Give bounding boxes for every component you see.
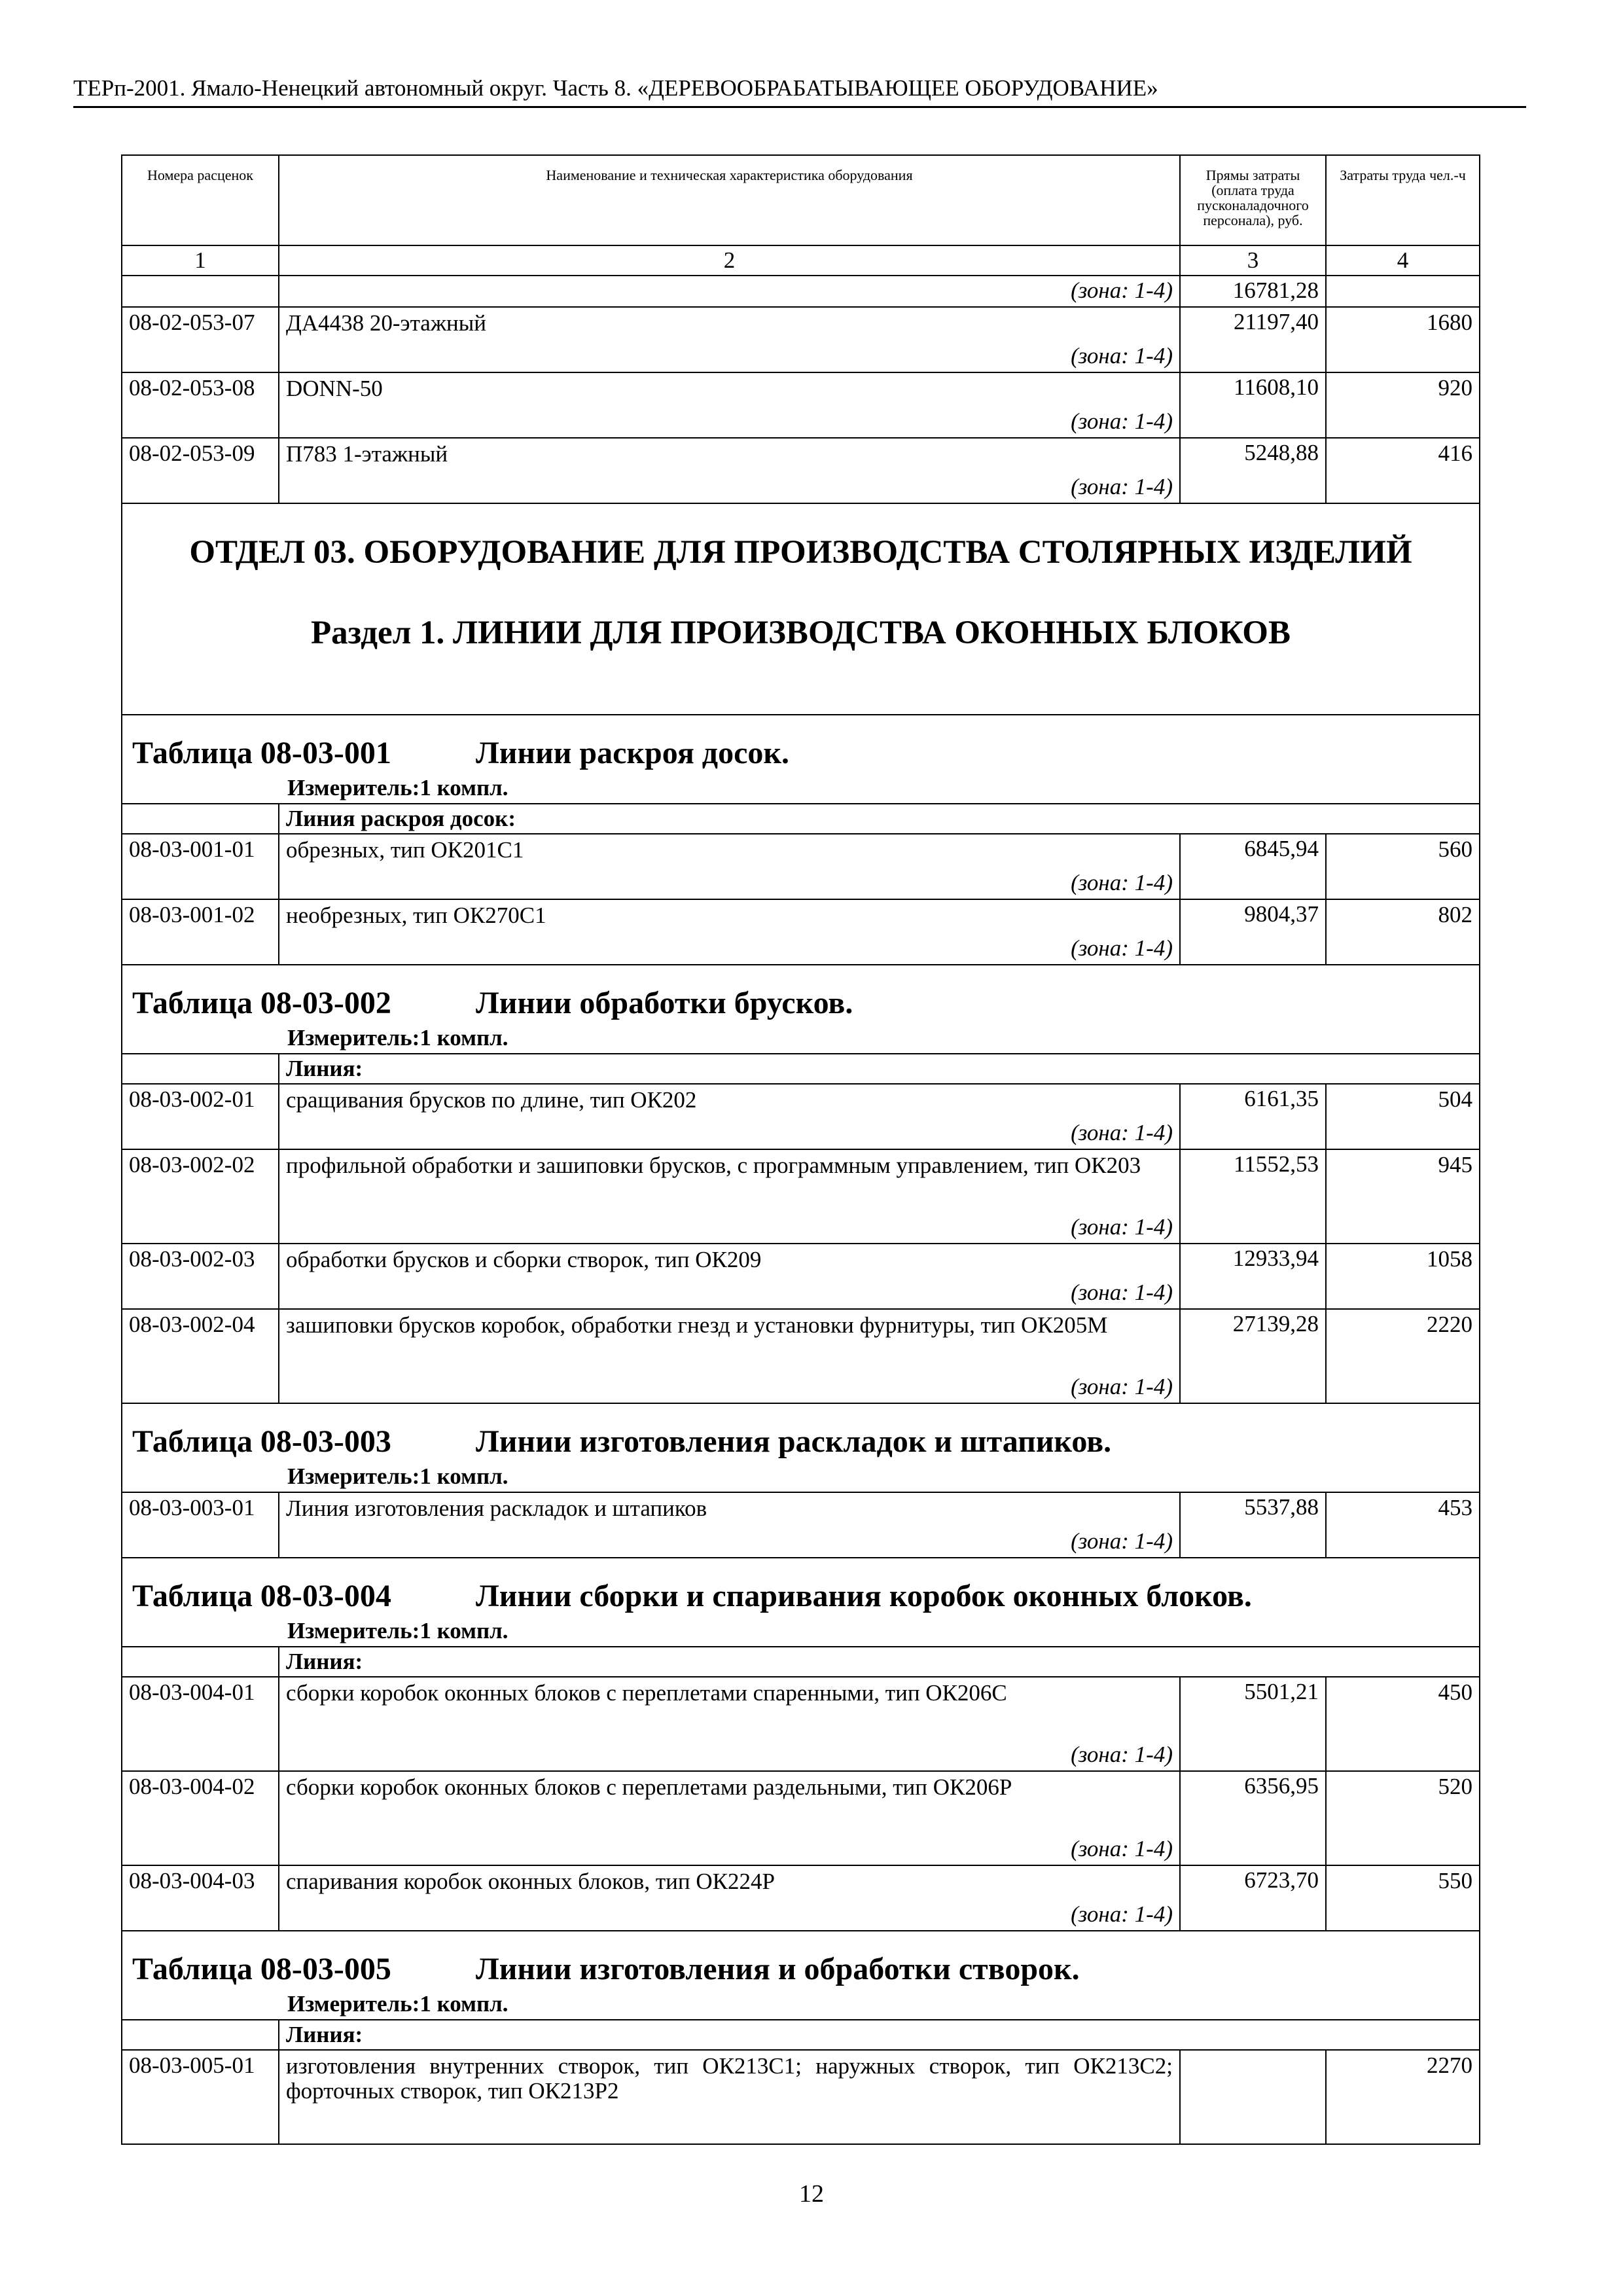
rate-code: 08-02-053-09 bbox=[122, 438, 279, 503]
table-row bbox=[122, 834, 1480, 899]
rate-description bbox=[279, 1084, 1180, 1149]
zone-label: (зона: 1-4) bbox=[1071, 935, 1173, 961]
table-row bbox=[122, 1771, 1480, 1865]
rate-description bbox=[279, 2050, 1180, 2144]
table-title-row bbox=[122, 1558, 1480, 1647]
labor-cell: 504 bbox=[1326, 1084, 1480, 1149]
table-number: Таблица 08-03-004 bbox=[132, 1579, 391, 1613]
rate-description bbox=[279, 1865, 1180, 1931]
col-header-cost: Прямы затраты (оплата труда пусконаладочного персонала), руб. bbox=[1180, 155, 1326, 245]
table-title bbox=[129, 1404, 1472, 1462]
table-name: Линии обработки брусков. bbox=[476, 986, 853, 1020]
zone-label: (зона: 1-4) bbox=[1071, 870, 1173, 895]
labor-cell: 1680 bbox=[1326, 307, 1480, 372]
rate-description bbox=[279, 307, 1180, 372]
zone-label: (зона: 1-4) bbox=[1071, 1280, 1173, 1305]
equipment-name: П783 1-этажный bbox=[286, 441, 448, 467]
cost-cell: 11608,10 bbox=[1180, 372, 1326, 438]
cost-cell: 6845,94 bbox=[1180, 834, 1326, 899]
cost-cell: 6356,95 bbox=[1180, 1771, 1326, 1865]
rate-description bbox=[279, 1309, 1180, 1403]
table-row bbox=[122, 1149, 1480, 1244]
rate-code: 08-03-001-01 bbox=[122, 834, 279, 899]
cost-cell: 9804,37 bbox=[1180, 899, 1326, 965]
section-heading-row bbox=[122, 503, 1480, 715]
rate-code: 08-02-053-07 bbox=[122, 307, 279, 372]
equipment-name: Линия изготовления раскладок и штапиков bbox=[286, 1496, 707, 1521]
col-header-name: Наименование и техническая характеристика оборудования bbox=[279, 155, 1180, 245]
zone-label: (зона: 1-4) bbox=[1071, 1901, 1173, 1927]
table-title bbox=[129, 1558, 1472, 1616]
rate-description bbox=[279, 438, 1180, 503]
rate-description bbox=[279, 1677, 1180, 1771]
zone-label: (зона: 1-4) bbox=[1071, 278, 1173, 303]
table-row bbox=[122, 2050, 1480, 2144]
cost-cell: 5248,88 bbox=[1180, 438, 1326, 503]
col-header-labor: Затраты труда чел.-ч bbox=[1326, 155, 1480, 245]
labor-cell: 1058 bbox=[1326, 1244, 1480, 1309]
page-number: 12 bbox=[799, 2180, 824, 2208]
cost-cell: 11552,53 bbox=[1180, 1149, 1326, 1244]
rate-code: 08-03-003-01 bbox=[122, 1492, 279, 1558]
equipment-name: профильной обработки и зашиповки брусков, с программным управлением, тип ОК203 bbox=[286, 1153, 1141, 1178]
col-number: 4 bbox=[1326, 245, 1480, 276]
rate-description bbox=[279, 1149, 1180, 1244]
table-title-row bbox=[122, 965, 1480, 1054]
group-label: Линия: bbox=[279, 1054, 1480, 1084]
rate-description bbox=[279, 372, 1180, 438]
labor-cell: 802 bbox=[1326, 899, 1480, 965]
labor-cell: 453 bbox=[1326, 1492, 1480, 1558]
rate-description bbox=[279, 1244, 1180, 1309]
table-row bbox=[122, 1865, 1480, 1931]
group-label: Линия: bbox=[279, 2020, 1480, 2050]
column-number-row bbox=[122, 245, 1480, 276]
col-number: 2 bbox=[279, 245, 1180, 276]
measure-unit: Измеритель:1 компл. bbox=[287, 1025, 508, 1050]
rate-description bbox=[279, 834, 1180, 899]
rate-code: 08-03-004-02 bbox=[122, 1771, 279, 1865]
zone-label: (зона: 1-4) bbox=[1071, 408, 1173, 434]
cost-cell: 27139,28 bbox=[1180, 1309, 1326, 1403]
cost-cell: 6723,70 bbox=[1180, 1865, 1326, 1931]
group-row bbox=[122, 1647, 1480, 1677]
equipment-name: изготовления внутренних створок, тип ОК213С1; наружных створок, тип ОК213С2; форточных створок, тип ОК213Р2 bbox=[286, 2053, 1173, 2104]
rate-description bbox=[279, 1771, 1180, 1865]
equipment-name: зашиповки брусков коробок, обработки гнезд и установки фурнитуры, тип ОК205М bbox=[286, 1312, 1108, 1338]
table-name: Линии изготовления раскладок и штапиков. bbox=[476, 1424, 1112, 1459]
table-header-row bbox=[122, 155, 1480, 245]
rate-code: 08-03-002-02 bbox=[122, 1149, 279, 1244]
table-row bbox=[122, 899, 1480, 965]
rate-code: 08-03-002-01 bbox=[122, 1084, 279, 1149]
table-row bbox=[122, 1677, 1480, 1771]
cost-cell: 21197,40 bbox=[1180, 307, 1326, 372]
equipment-name: сборки коробок оконных блоков с переплетами спаренными, тип ОК206С bbox=[286, 1680, 1007, 1706]
col-number: 3 bbox=[1180, 245, 1326, 276]
equipment-name: обрезных, тип ОК201С1 bbox=[286, 837, 524, 863]
table-name: Линии сборки и спаривания коробок оконных блоков. bbox=[476, 1579, 1252, 1613]
labor-cell: 550 bbox=[1326, 1865, 1480, 1931]
cost-cell: 12933,94 bbox=[1180, 1244, 1326, 1309]
table-title-row bbox=[122, 1931, 1480, 2020]
table-name: Линии изготовления и обработки створок. bbox=[476, 1952, 1080, 1986]
rate-description bbox=[279, 899, 1180, 965]
equipment-name: необрезных, тип ОК270С1 bbox=[286, 903, 546, 928]
labor-cell: 945 bbox=[1326, 1149, 1480, 1244]
table-row bbox=[122, 372, 1480, 438]
table-number: Таблица 08-03-001 bbox=[132, 736, 391, 770]
measure-unit: Измеритель:1 компл. bbox=[287, 1991, 508, 2017]
table-title bbox=[129, 715, 1472, 773]
col-header-code: Номера расценок bbox=[122, 155, 279, 245]
rate-code: 08-03-001-02 bbox=[122, 899, 279, 965]
table-title bbox=[129, 965, 1472, 1023]
zone-label: (зона: 1-4) bbox=[1071, 343, 1173, 368]
rate-code: 08-03-002-04 bbox=[122, 1309, 279, 1403]
rate-code: 08-03-004-03 bbox=[122, 1865, 279, 1931]
group-row bbox=[122, 1054, 1480, 1084]
labor-cell: 450 bbox=[1326, 1677, 1480, 1771]
cost-cell: 5501,21 bbox=[1180, 1677, 1326, 1771]
table-row bbox=[122, 438, 1480, 503]
rate-code: 08-02-053-08 bbox=[122, 372, 279, 438]
table-name: Линии раскроя досок. bbox=[476, 736, 790, 770]
rate-code: 08-03-005-01 bbox=[122, 2050, 279, 2144]
equipment-name: обработки брусков и сборки створок, тип ОК209 bbox=[286, 1247, 762, 1272]
equipment-name: спаривания коробок оконных блоков, тип ОК224Р bbox=[286, 1869, 775, 1894]
labor-cell: 2220 bbox=[1326, 1309, 1480, 1403]
equipment-name: ДА4438 20-этажный bbox=[286, 310, 486, 336]
rate-description bbox=[279, 1492, 1180, 1558]
zone-label: (зона: 1-4) bbox=[1071, 1836, 1173, 1861]
zone-label: (зона: 1-4) bbox=[1071, 474, 1173, 499]
measure-unit: Измеритель:1 компл. bbox=[287, 1618, 508, 1643]
labor-cell: 416 bbox=[1326, 438, 1480, 503]
cost-cell: 5537,88 bbox=[1180, 1492, 1326, 1558]
measure-unit: Измеритель:1 компл. bbox=[287, 1463, 508, 1489]
table-row bbox=[122, 1244, 1480, 1309]
group-row bbox=[122, 2020, 1480, 2050]
table-row bbox=[122, 307, 1480, 372]
zone-label: (зона: 1-4) bbox=[1071, 1214, 1173, 1240]
table-row bbox=[122, 1309, 1480, 1403]
group-row bbox=[122, 804, 1480, 834]
group-label: Линия раскроя досок: bbox=[279, 804, 1480, 834]
measure-unit: Измеритель:1 компл. bbox=[287, 775, 508, 800]
zone-label: (зона: 1-4) bbox=[1071, 1742, 1173, 1767]
labor-cell: 560 bbox=[1326, 834, 1480, 899]
equipment-name: DONN-50 bbox=[286, 376, 383, 401]
cost-cell: 6161,35 bbox=[1180, 1084, 1326, 1149]
running-header: ТЕРп-2001. Ямало-Ненецкий автономный округ. Часть 8. «ДЕРЕВООБРАБАТЫВАЮЩЕЕ ОБОРУДОВАНИЕ» bbox=[73, 73, 1526, 108]
table-row bbox=[122, 1084, 1480, 1149]
carry-over-row bbox=[122, 276, 1480, 307]
labor-cell: 2270 bbox=[1326, 2050, 1480, 2144]
table-number: Таблица 08-03-002 bbox=[132, 986, 391, 1020]
department-title: ОТДЕЛ 03. ОБОРУДОВАНИЕ ДЛЯ ПРОИЗВОДСТВА СТОЛЯРНЫХ ИЗДЕЛИЙ bbox=[189, 534, 1412, 571]
equipment-name: сборки коробок оконных блоков с переплетами раздельными, тип ОК206Р bbox=[286, 1774, 1012, 1800]
labor-cell: 920 bbox=[1326, 372, 1480, 438]
rate-code: 08-03-004-01 bbox=[122, 1677, 279, 1771]
table-title bbox=[129, 1931, 1472, 1989]
col-number: 1 bbox=[122, 245, 279, 276]
table-title-row bbox=[122, 1403, 1480, 1492]
table-row bbox=[122, 1492, 1480, 1558]
cost-cell: 16781,28 bbox=[1180, 276, 1326, 307]
cost-cell bbox=[1180, 2050, 1326, 2144]
table-title-row bbox=[122, 715, 1480, 804]
labor-cell: 520 bbox=[1326, 1771, 1480, 1865]
rates-table bbox=[121, 154, 1480, 2145]
table-number: Таблица 08-03-005 bbox=[132, 1952, 391, 1986]
table-number: Таблица 08-03-003 bbox=[132, 1424, 391, 1459]
zone-label: (зона: 1-4) bbox=[1071, 1120, 1173, 1145]
razdel-title: Раздел 1. ЛИНИИ ДЛЯ ПРОИЗВОДСТВА ОКОННЫХ БЛОКОВ bbox=[311, 615, 1291, 651]
group-label: Линия: bbox=[279, 1647, 1480, 1677]
zone-label: (зона: 1-4) bbox=[1071, 1528, 1173, 1554]
rate-code: 08-03-002-03 bbox=[122, 1244, 279, 1309]
equipment-name: сращивания брусков по длине, тип ОК202 bbox=[286, 1087, 697, 1113]
zone-label: (зона: 1-4) bbox=[1071, 1374, 1173, 1399]
